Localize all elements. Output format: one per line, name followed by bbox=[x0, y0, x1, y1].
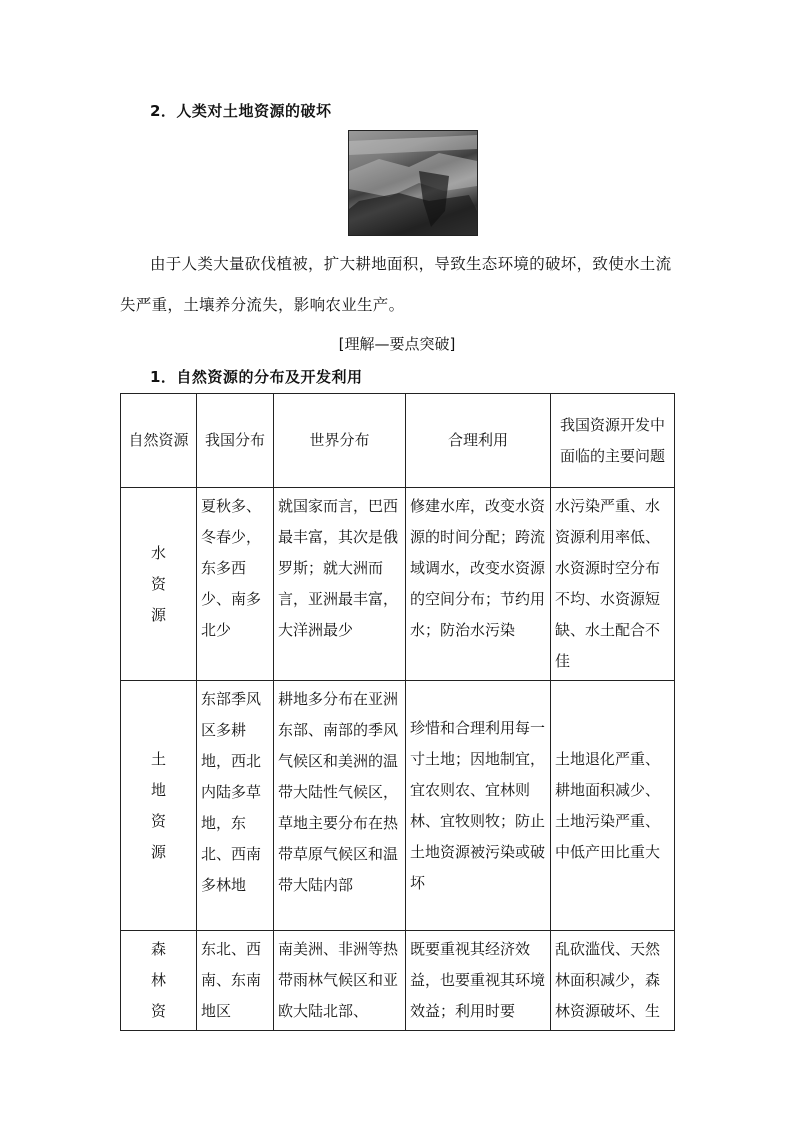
cell-use: 修建水库，改变水资源的时间分配；跨流域调水，改变水资源的空间分布；节约用水；防治水污染 bbox=[406, 488, 551, 681]
cell-problems: 土地退化严重、耕地面积减少、土地污染严重、中低产田比重大 bbox=[551, 681, 675, 931]
cell-problems: 乱砍滥伐、天然林面积减少，森林资源破坏、生 bbox=[551, 931, 675, 1031]
section-2-heading: 2．人类对土地资源的破坏 bbox=[150, 102, 332, 120]
cell-china: 夏秋多、冬春少，东多西少、南多北少 bbox=[197, 488, 274, 681]
cell-china: 东北、西南、东南地区 bbox=[197, 931, 274, 1031]
cell-china: 东部季风区多耕地，西北内陆多草地，东北、西南多林地 bbox=[197, 681, 274, 931]
cell-resource: 水资源 bbox=[150, 543, 166, 624]
table-row bbox=[121, 488, 675, 681]
soil-erosion-photo bbox=[348, 130, 478, 236]
cell-resource: 土地资源 bbox=[150, 749, 166, 861]
cell-world: 就国家而言，巴西最丰富，其次是俄罗斯；就大洲而言，亚洲最丰富，大洋洲最少 bbox=[274, 488, 406, 681]
cell-world: 南美洲、非洲等热带雨林气候区和亚欧大陆北部、 bbox=[274, 931, 406, 1031]
table-header-row bbox=[121, 394, 675, 488]
paragraph-line-2: 失严重，土壤养分流失，影响农业生产。 bbox=[120, 296, 405, 314]
paragraph-line-1: 由于人类大量砍伐植被，扩大耕地面积，导致生态环境的破坏，致使水土流 bbox=[150, 255, 672, 273]
header-world-distribution: 世界分布 bbox=[274, 394, 406, 488]
resources-table bbox=[120, 393, 675, 1031]
cell-use: 既要重视其经济效益，也要重视其环境效益；利用时要 bbox=[406, 931, 551, 1031]
header-rational-use: 合理利用 bbox=[406, 394, 551, 488]
header-resource: 自然资源 bbox=[121, 394, 197, 488]
header-china-distribution: 我国分布 bbox=[197, 394, 274, 488]
header-main-problems: 我国资源开发中面临的主要问题 bbox=[551, 394, 675, 488]
section-1-heading: 1．自然资源的分布及开发利用 bbox=[150, 368, 363, 386]
table-row bbox=[121, 681, 675, 931]
table-row bbox=[121, 931, 675, 1031]
cell-problems: 水污染严重、水资源利用率低、水资源时空分布不均、水资源短缺、水土配合不佳 bbox=[551, 488, 675, 681]
cell-world: 耕地多分布在亚洲东部、南部的季风气候区和美洲的温带大陆性气候区，草地主要分布在热带草原气候区和温带大陆内部 bbox=[274, 681, 406, 931]
section-marker: [理解—要点突破] bbox=[338, 335, 456, 353]
cell-use: 珍惜和合理利用每一寸土地；因地制宜，宜农则农、宜林则林、宜牧则牧；防止土地资源被污染或破坏 bbox=[406, 681, 551, 931]
cell-resource: 森林资 bbox=[150, 940, 166, 1020]
